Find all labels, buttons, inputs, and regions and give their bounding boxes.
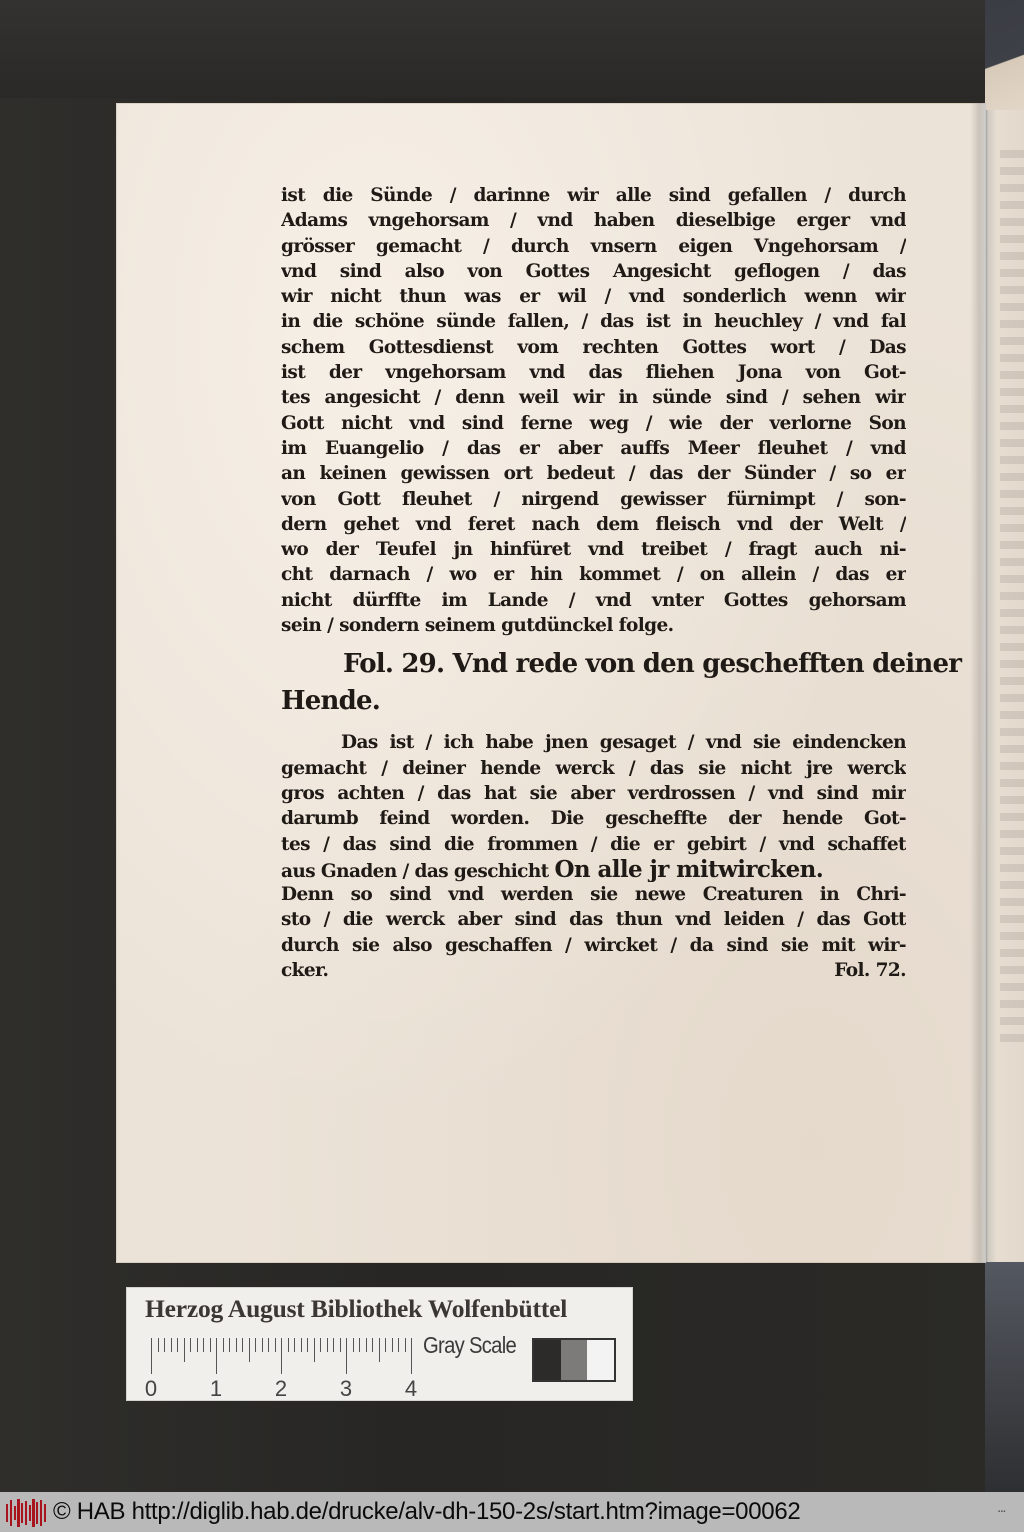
swatch-gray	[561, 1340, 588, 1380]
swatch-black	[534, 1340, 561, 1380]
section-heading: Fol. 29. Vnd rede von den geschefften deiner	[343, 649, 962, 680]
text-line: durch sie also geschaffen / wircket / da sind sie mit wir-	[281, 934, 906, 956]
text-line: an keinen gewissen ort bedeut / das der Sünder / so er	[281, 463, 906, 485]
text-line: ist der vngehorsam vnd das fliehen Jona von Got-	[281, 362, 906, 384]
paragraph-1	[281, 183, 906, 638]
ruler-label: 1	[209, 1376, 223, 1401]
ruler-scale	[144, 1338, 418, 1401]
text-line: tes angesicht / denn weil wir in sünde sind / sehen wir	[281, 387, 906, 409]
page-gutter	[970, 103, 986, 1263]
swatch-white	[587, 1340, 614, 1380]
emphasized-text: On alle jr mitwircken.	[554, 856, 824, 883]
text-line: darumb feind worden. Die gescheffte der hende Got-	[281, 808, 906, 830]
copyright-url-link[interactable]: © HAB http://diglib.hab.de/drucke/alv-dh-150-2s/start.htm?image=00062	[53, 1498, 801, 1525]
text-line: dern gehet vnd feret nach dem fleisch vnd der Welt /	[281, 513, 906, 535]
text-line: ist die Sünde / darinne wir alle sind gefallen / durch	[281, 185, 906, 206]
ruler-label: 3	[339, 1376, 353, 1401]
folio-reference: Fol. 72.	[834, 960, 906, 982]
gray-scale-swatches	[532, 1338, 616, 1382]
text-line: vnd sind also von Gottes Angesicht geflogen / das	[281, 260, 906, 282]
adjacent-page-bottom	[985, 1262, 1024, 1492]
text-line: nicht dürffte im Lande / vnd vnter Gottes gehorsam	[281, 589, 906, 611]
status-badge: ▪▪▪	[998, 1509, 1006, 1515]
text-line: gemacht / deiner hende werck / das sie nicht jre werck	[281, 757, 906, 779]
text-line: von Gott fleuhet / nirgend gewisser fürnimpt / son-	[281, 488, 906, 510]
text-line: schem Gottesdienst vom rechten Gottes wort / Das	[281, 336, 906, 358]
ruler-label: 2	[274, 1376, 288, 1401]
text-line	[281, 857, 906, 882]
text-line: Gott nicht vnd sind ferne weg / wie der verlorne Son	[281, 412, 906, 434]
gray-scale-label: Gray Scale	[423, 1332, 517, 1358]
text-line: grösser gemacht / durch vnsern eigen Vngehorsam /	[281, 235, 906, 257]
section-heading-continued: Hende.	[281, 686, 380, 717]
text-line: sein / sondern seinem gutdünckel folge.	[281, 615, 674, 637]
adjacent-page-corner	[985, 0, 1024, 110]
ruler-label: 4	[404, 1376, 418, 1401]
paragraph-2	[281, 730, 906, 983]
text-line: Adams vngehorsam / vnd haben dieselbige erger vnd	[281, 210, 906, 232]
footer-bar	[0, 1492, 1024, 1532]
final-word: cker.	[281, 960, 329, 982]
page-text	[281, 183, 962, 983]
text-line: in die schöne sünde fallen, / das ist in heuchley / vnd fal	[281, 311, 906, 333]
catchword-line	[281, 958, 906, 983]
text-line: sto / die werck aber sind das thun vnd leiden / das Gott	[281, 909, 906, 931]
text-line: cht darnach / wo er hin kommet / on allein / das er	[281, 564, 906, 586]
scanner-background	[0, 0, 1024, 98]
text-line: im Euangelio / das er aber auffs Meer fleuhet / vnd	[281, 437, 906, 459]
text-line: tes / das sind die frommen / die er gebirt / vnd schaffet	[281, 833, 906, 855]
ruler-label: 0	[144, 1376, 158, 1401]
library-name: Herzog August Bibliothek Wolfenbüttel	[145, 1294, 568, 1323]
text-span: aus Gnaden / das geschicht	[281, 860, 549, 882]
text-line: Das ist / ich habe jnen gesaget / vnd sie eindencken	[341, 732, 906, 754]
text-line: wir nicht thun was er wil / vnd sonderlich wenn wir	[281, 286, 906, 308]
text-line: wo der Teufel jn hinfüret vnd treibet / fragt auch ni-	[281, 539, 906, 561]
text-line: Denn so sind vnd werden sie newe Creaturen in Chri-	[281, 884, 906, 906]
color-calibration-card	[127, 1288, 632, 1400]
book-page	[116, 103, 986, 1263]
text-line: gros achten / das hat sie aber verdrossen / vnd sind mir	[281, 782, 906, 804]
hab-logo-icon[interactable]	[6, 1498, 46, 1528]
adjacent-page-text	[1000, 150, 1024, 1050]
